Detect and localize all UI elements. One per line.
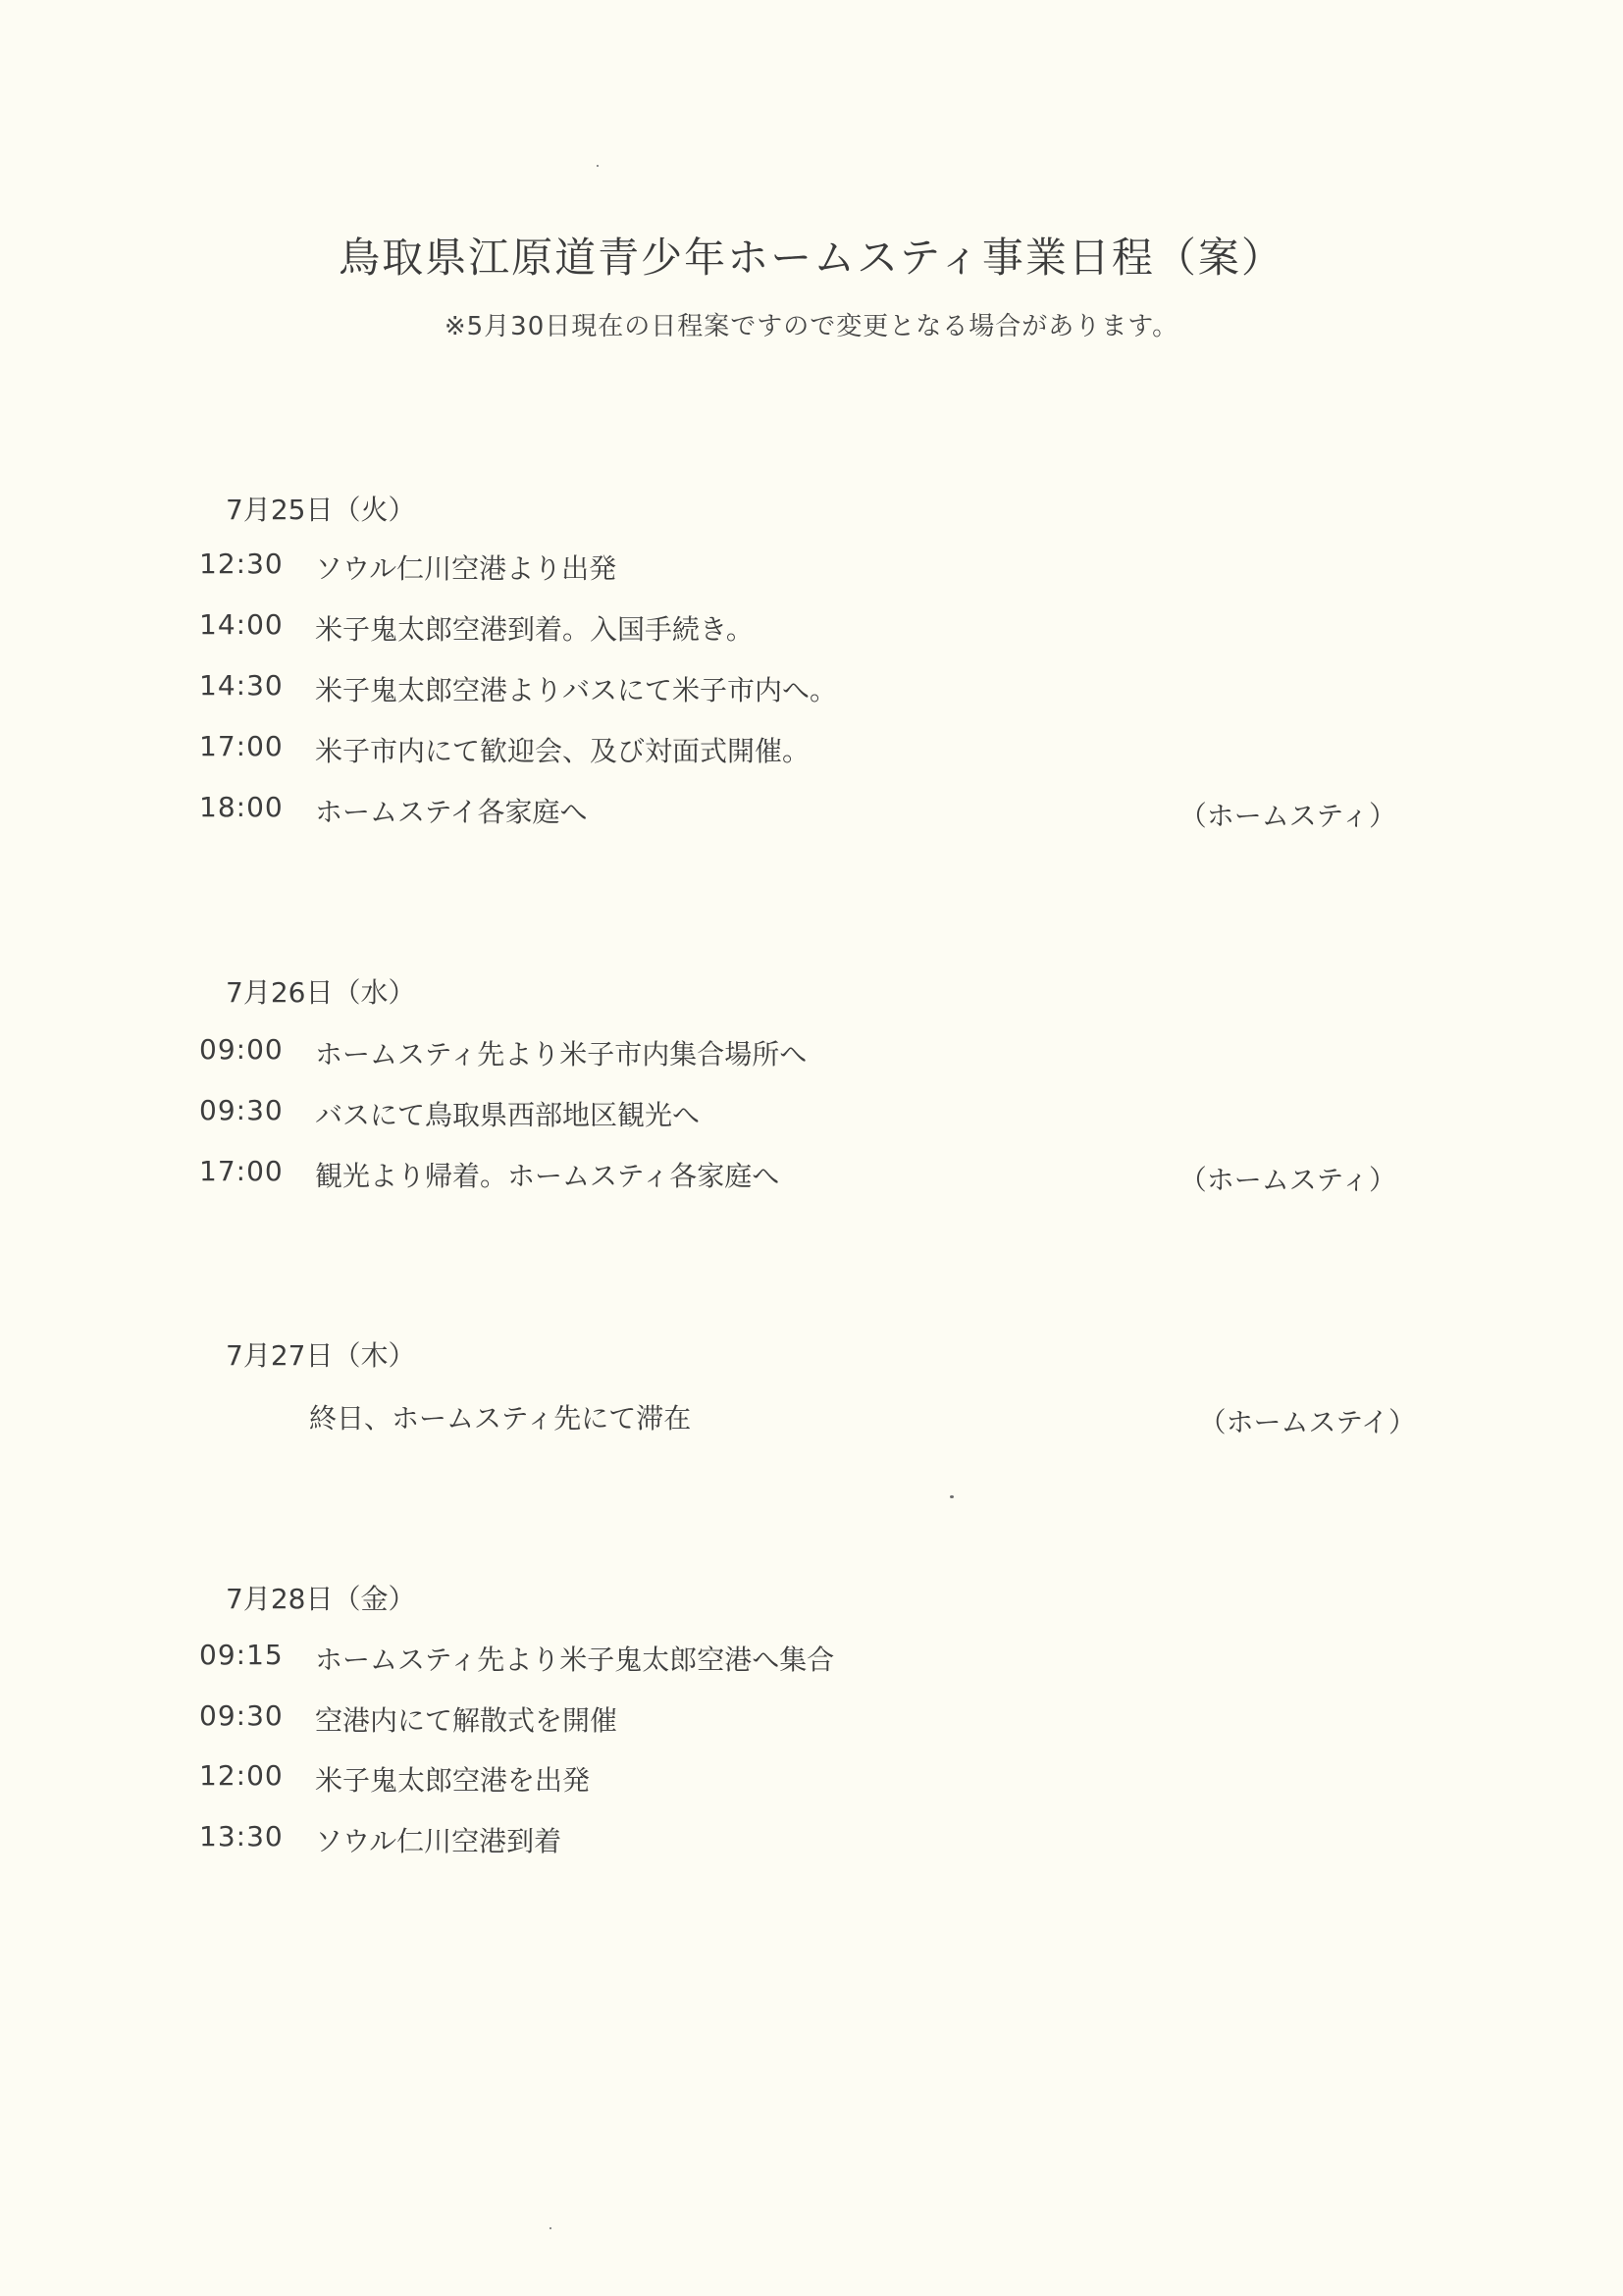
schedule-row [199, 1094, 1436, 1133]
schedule-text: 終日、ホームスティ先にて滞在 [309, 1402, 692, 1435]
schedule-text: ホームステイ各家庭へ [315, 796, 588, 828]
schedule-row [199, 1155, 1436, 1194]
schedule-time: 09:30 [199, 1699, 284, 1732]
schedule-row [199, 730, 1436, 769]
lodging-label: （ホームステイ） [1198, 1406, 1416, 1438]
schedule-row [199, 608, 1436, 648]
schedule-row [199, 791, 1436, 830]
scan-speck [550, 2227, 551, 2229]
schedule-text: 米子鬼太郎空港よりバスにて米子市内へ。 [315, 674, 838, 706]
schedule-row [199, 1759, 1436, 1799]
schedule-row [199, 1639, 1436, 1678]
schedule-note: ※5月30日現在の日程案ですので変更となる場合があります。 [444, 312, 1179, 341]
schedule-time: 14:00 [199, 608, 284, 641]
schedule-text: 米子市内にて歓迎会、及び対面式開催。 [315, 735, 811, 767]
schedule-time: 17:00 [199, 730, 284, 762]
schedule-text: ホームスティ先より米子鬼太郎空港へ集合 [315, 1644, 835, 1676]
schedule-time: 13:30 [199, 1820, 284, 1852]
schedule-time: 09:30 [199, 1094, 284, 1126]
schedule-text: 空港内にて解散式を開催 [315, 1704, 618, 1737]
schedule-time: 14:30 [199, 669, 284, 702]
scan-speck [950, 1495, 954, 1498]
day-heading-jul28: 7月28日（金） [226, 1583, 416, 1615]
schedule-row [199, 1699, 1436, 1739]
schedule-time: 17:00 [199, 1155, 284, 1187]
schedule-text: 米子鬼太郎空港を出発 [315, 1764, 591, 1797]
document-title: 鳥取県江原道青少年ホームスティ事業日程（案） [339, 234, 1284, 282]
schedule-text: 米子鬼太郎空港到着。入国手続き。 [315, 613, 754, 646]
day-heading-jul25: 7月25日（火） [226, 494, 416, 526]
day-heading-jul27: 7月27日（木） [226, 1339, 416, 1372]
schedule-row [199, 548, 1436, 587]
schedule-row [199, 669, 1436, 708]
schedule-time: 12:30 [199, 548, 284, 580]
schedule-text: ソウル仁川空港到着 [315, 1825, 562, 1857]
schedule-text: ソウル仁川空港より出発 [315, 552, 617, 585]
schedule-text: バスにて鳥取県西部地区観光へ [315, 1099, 701, 1131]
schedule-time: 12:00 [199, 1759, 284, 1792]
schedule-row [199, 1397, 1436, 1436]
schedule-text: ホームスティ先より米子市内集合場所へ [315, 1038, 808, 1070]
schedule-time: 18:00 [199, 791, 284, 823]
schedule-row [199, 1033, 1436, 1072]
lodging-label: （ホームスティ） [1178, 1164, 1396, 1196]
day-heading-jul26: 7月26日（水） [226, 976, 416, 1009]
scan-speck [597, 165, 599, 167]
schedule-row [199, 1820, 1436, 1859]
schedule-time: 09:00 [199, 1033, 284, 1066]
schedule-text: 観光より帰着。ホームスティ各家庭へ [315, 1160, 780, 1192]
schedule-time: 09:15 [199, 1639, 284, 1671]
lodging-label: （ホームスティ） [1178, 800, 1396, 832]
